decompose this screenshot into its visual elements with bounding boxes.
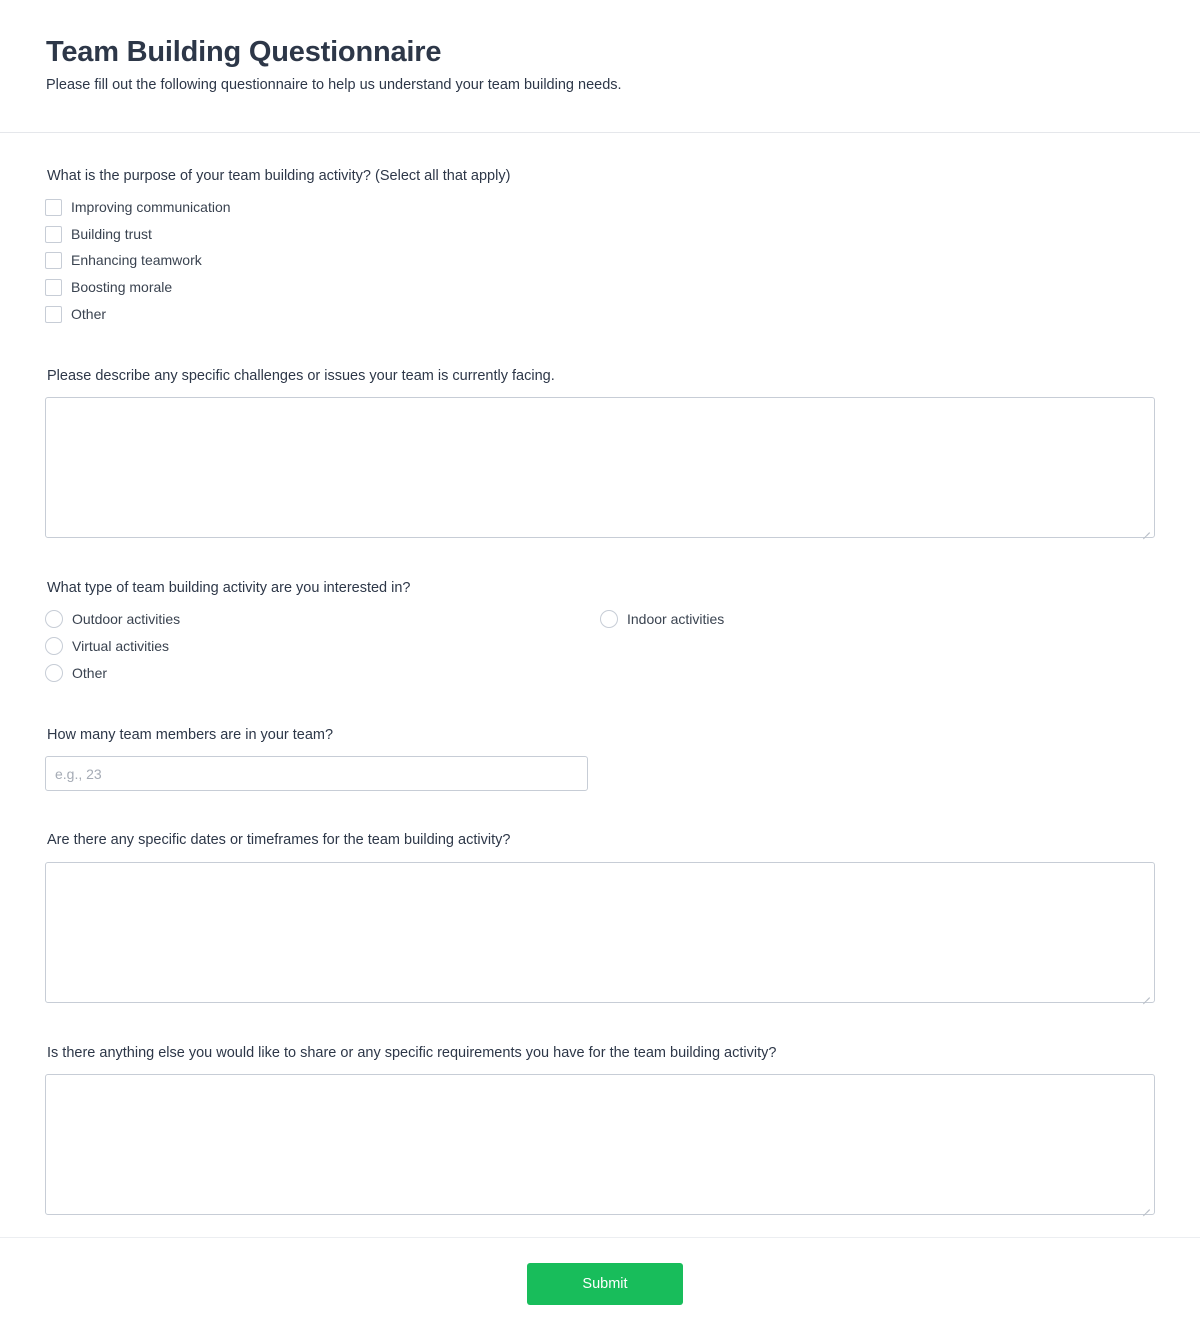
radio-label: Other xyxy=(72,665,108,681)
checkbox-building-trust[interactable] xyxy=(45,224,152,244)
checkbox-box[interactable] xyxy=(45,199,62,216)
radio-circle[interactable] xyxy=(45,664,63,682)
form-header xyxy=(0,0,1200,133)
team-size-input[interactable] xyxy=(45,756,588,791)
radio-circle[interactable] xyxy=(45,637,63,655)
resize-handle-icon[interactable] xyxy=(1143,1203,1150,1210)
checkbox-improving-communication[interactable] xyxy=(45,197,231,217)
submit-button[interactable]: Submit xyxy=(527,1263,683,1305)
activity-type-question-label: What type of team building activity are you interested in? xyxy=(47,580,411,596)
radio-circle[interactable] xyxy=(45,610,63,628)
checkbox-label: Building trust xyxy=(71,226,152,242)
checkbox-box[interactable] xyxy=(45,252,62,269)
radio-outdoor-activities[interactable] xyxy=(45,609,180,629)
additional-info-textarea[interactable] xyxy=(45,1074,1155,1215)
checkbox-box[interactable] xyxy=(45,226,62,243)
radio-circle[interactable] xyxy=(600,610,618,628)
checkbox-label: Boosting morale xyxy=(71,279,173,295)
radio-other[interactable] xyxy=(45,663,107,683)
checkbox-enhancing-teamwork[interactable] xyxy=(45,250,202,270)
checkbox-boosting-morale[interactable] xyxy=(45,277,172,297)
radio-indoor-activities[interactable] xyxy=(600,609,724,629)
dates-textarea[interactable] xyxy=(45,862,1155,1003)
challenges-question-label: Please describe any specific challenges or issues your team is currently facing. xyxy=(47,368,555,384)
additional-info-question-label: Is there anything else you would like to share or any specific requirements you have for the team building activity? xyxy=(47,1045,777,1061)
checkbox-box[interactable] xyxy=(45,306,62,323)
checkbox-other[interactable] xyxy=(45,304,106,324)
radio-label: Outdoor activities xyxy=(72,611,181,627)
page-subtitle: Please fill out the following questionnaire to help us understand your team building needs. xyxy=(46,77,622,93)
resize-handle-icon[interactable] xyxy=(1143,991,1150,998)
checkbox-label: Enhancing teamwork xyxy=(71,252,202,268)
challenges-textarea[interactable] xyxy=(45,397,1155,538)
page-title: Team Building Questionnaire xyxy=(46,36,442,68)
resize-handle-icon[interactable] xyxy=(1143,526,1150,533)
radio-label: Indoor activities xyxy=(627,611,725,627)
checkbox-label: Improving communication xyxy=(71,199,231,215)
dates-question-label: Are there any specific dates or timeframes for the team building activity? xyxy=(47,832,511,848)
checkbox-label: Other xyxy=(71,306,107,322)
team-size-question-label: How many team members are in your team? xyxy=(47,727,334,743)
checkbox-box[interactable] xyxy=(45,279,62,296)
footer-divider xyxy=(0,1237,1200,1238)
radio-virtual-activities[interactable] xyxy=(45,636,169,656)
purpose-question-label: What is the purpose of your team building activity? (Select all that apply) xyxy=(47,168,511,184)
radio-label: Virtual activities xyxy=(72,638,170,654)
